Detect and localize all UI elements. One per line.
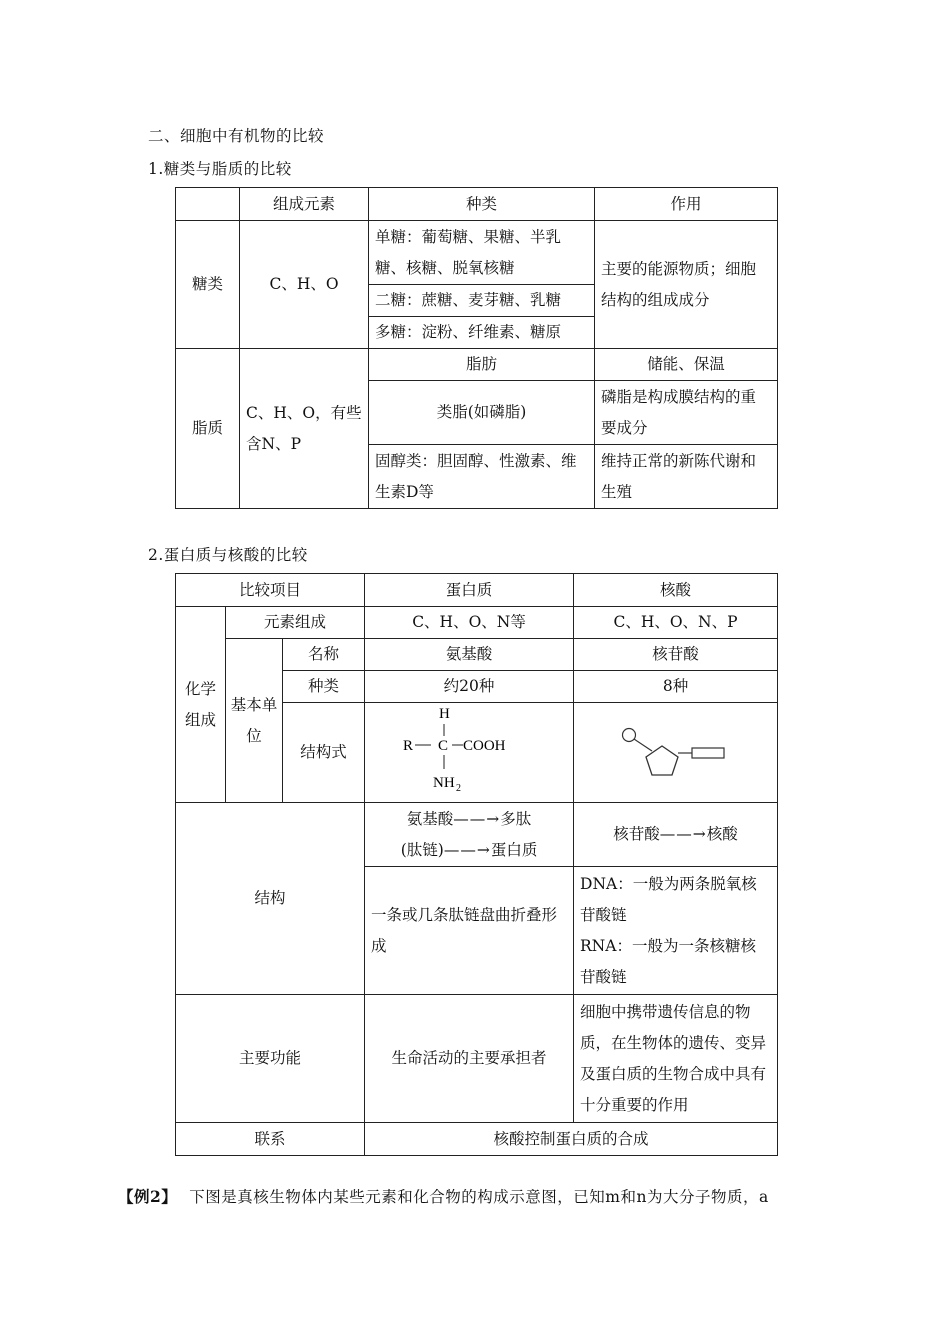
chem-composition-label: 化学组成	[176, 607, 226, 803]
name-protein: 氨基酸	[365, 639, 574, 671]
header-kinds: 种类	[369, 188, 595, 221]
kind-label: 种类	[283, 671, 365, 703]
lipid-sterol-function: 维持正常的新陈代谢和生殖	[595, 445, 778, 509]
relation-label: 联系	[176, 1123, 365, 1156]
structure-label: 结构	[176, 803, 365, 995]
subsection-title-sugar-lipid: 1.糖类与脂质的比较	[148, 160, 292, 178]
header-protein: 蛋白质	[365, 574, 574, 607]
structure-rna: RNA：一般为一条核糖核苷酸链	[580, 936, 756, 986]
lipid-sterol: 固醇类：胆固醇、性激素、维生素D等	[369, 445, 595, 509]
header-elements: 组成元素	[240, 188, 369, 221]
structure-protein-assembly: 氨基酸——→多肽 (肽链)——→蛋白质	[365, 803, 574, 867]
kind-protein: 约20种	[365, 671, 574, 703]
protein-nucleic-table	[175, 573, 778, 1156]
nucleotide-diagram	[574, 703, 778, 802]
phosphate-circle	[623, 729, 636, 742]
example-label: 【例2】	[118, 1187, 178, 1206]
formula-c: C	[438, 738, 449, 754]
elements-nucleic: C、H、O、N、P	[574, 607, 778, 639]
sugar-function: 主要的能源物质；细胞结构的组成成分	[595, 221, 778, 349]
sugar-elements: C、H、O	[240, 221, 369, 349]
sugar-label: 糖类	[176, 221, 240, 349]
header-nucleic: 核酸	[574, 574, 778, 607]
sugar-monosaccharide: 单糖：葡萄糖、果糖、半乳糖、核糖、脱氧核糖	[369, 221, 595, 285]
function-nucleic: 细胞中携带遗传信息的物质，在生物体的遗传、变异及蛋白质的生物合成中具有十分重要的作用	[574, 995, 778, 1123]
subsection-title-protein-nucleic: 2.蛋白质与核酸的比较	[148, 546, 308, 564]
header-item: 比较项目	[176, 574, 365, 607]
structure-nucleic-chains	[574, 867, 778, 995]
function-protein: 生命活动的主要承担者	[365, 995, 574, 1123]
formula-nh: NH	[433, 775, 455, 791]
structure-dna: DNA：一般为两条脱氧核苷酸链	[580, 874, 757, 924]
lipid-label: 脂质	[176, 349, 240, 509]
formula-label: 结构式	[283, 703, 365, 803]
sugar-polysaccharide: 多糖：淀粉、纤维素、糖原	[369, 317, 595, 349]
name-label: 名称	[283, 639, 365, 671]
sugar-lipid-table	[175, 187, 778, 509]
structure-nucleic-assembly: 核苷酸——→核酸	[574, 803, 778, 867]
amino-acid-structure-diagram	[365, 703, 574, 802]
lipid-fat: 脂肪	[369, 349, 595, 381]
example-text: 下图是真核生物体内某些元素和化合物的构成示意图，已知m和n为大分子物质，a	[189, 1188, 769, 1206]
structure-protein-folding: 一条或几条肽链盘曲折叠形成	[365, 867, 574, 995]
lipid-phospholipid: 类脂(如磷脂)	[369, 381, 595, 445]
relation-value: 核酸控制蛋白质的合成	[365, 1123, 778, 1156]
example-line	[118, 1185, 769, 1207]
header-empty	[176, 188, 240, 221]
lipid-fat-function: 储能、保温	[595, 349, 778, 381]
lipid-elements: C、H、O，有些含N、P	[240, 349, 369, 509]
nucleotide-diagram-cell	[574, 703, 778, 803]
function-label: 主要功能	[176, 995, 365, 1123]
formula-subscript: 2	[456, 783, 462, 794]
formula-cooh: COOH	[463, 738, 506, 754]
lipid-phospholipid-function: 磷脂是构成膜结构的重要成分	[595, 381, 778, 445]
basic-unit-label: 基本单位	[226, 639, 283, 803]
formula-r: R	[403, 738, 414, 754]
base-rect	[692, 748, 724, 758]
name-nucleic: 核苷酸	[574, 639, 778, 671]
formula-h: H	[439, 706, 450, 722]
elements-protein: C、H、O、N等	[365, 607, 574, 639]
amino-acid-formula	[365, 703, 574, 803]
elements-label: 元素组成	[226, 607, 365, 639]
section-title: 二、细胞中有机物的比较	[148, 127, 325, 145]
phosphate-bond	[634, 739, 652, 751]
kind-nucleic: 8种	[574, 671, 778, 703]
sugar-disaccharide: 二糖：蔗糖、麦芽糖、乳糖	[369, 285, 595, 317]
header-function: 作用	[595, 188, 778, 221]
